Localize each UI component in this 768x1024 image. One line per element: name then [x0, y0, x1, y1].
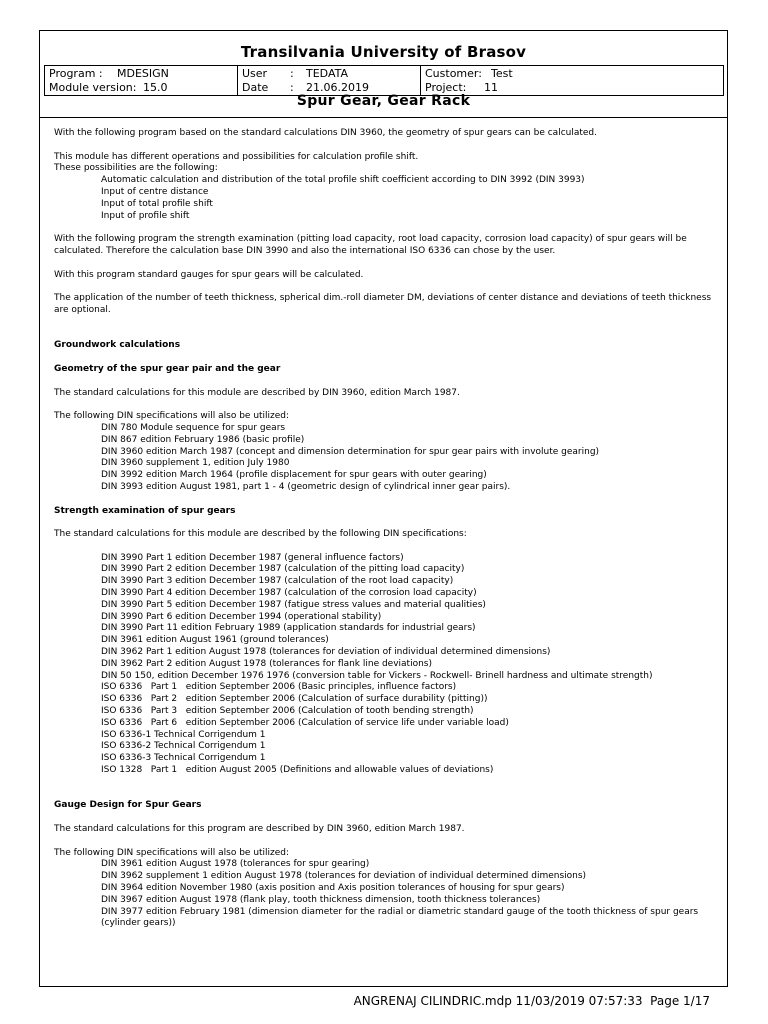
gauge-specs-block	[54, 848, 716, 931]
program-cell	[45, 66, 238, 96]
info-table	[44, 65, 724, 96]
project-value: 11	[484, 81, 498, 94]
strength-spec-item: ISO 6336 Part 2 edition September 2006 (Calculation of surface durability (pitting))	[101, 694, 488, 705]
gauge-spec-item: DIN 3962 supplement 1 edition August 1978 (tolerances for deviation of individual determined dimensions)	[101, 871, 587, 882]
module-title: Spur Gear, Gear Rack	[296, 93, 471, 109]
strength-spec-item: DIN 3990 Part 6 edition December 1994 (operational stability)	[101, 611, 382, 622]
strength-spec-item: DIN 3990 Part 2 edition December 1987 (calculation of the pitting load capacity)	[101, 564, 465, 575]
geometry-spec-item: DIN 867 edition February 1986 (basic profile)	[101, 434, 305, 445]
user-label: User	[242, 67, 268, 80]
strength-spec-item: DIN 3962 Part 1 edition August 1978 (tolerances for deviation of individual determined dimensions)	[101, 647, 551, 658]
geometry-spec-item: DIN 3993 edition August 1981, part 1 - 4 (geometric design of cylindrical inner gear pairs).	[101, 481, 511, 492]
strength-spec-item: ISO 1328 Part 1 edition August 2005 (Definitions and allowable values of deviations)	[101, 765, 494, 776]
intro-paragraph-4: With this program standard gauges for spur gears will be calculated.	[54, 269, 364, 280]
date-label: Date	[242, 81, 269, 94]
intro-paragraph-3: With the following program the strength examination (pitting load capacity, root load capacity, corrosion load capacity) of spur gears will be calculated. Therefore the calculation base DIN 3990 and also the international ISO 6336 can chose by the user.	[54, 234, 687, 256]
groundwork-heading: Groundwork calculations	[54, 340, 181, 351]
project-label: Project:	[425, 81, 467, 94]
gauge-spec-item: DIN 3964 edition November 1980 (axis position and Axis position tolerances of housing for spur gears)	[101, 883, 565, 893]
geometry-specs-block	[54, 411, 716, 494]
strength-spec-item: ISO 6336 Part 6 edition September 2006 (Calculation of service life under variable load)	[101, 717, 509, 728]
strength-spec-item: DIN 3990 Part 3 edition December 1987 (calculation of the root load capacity)	[101, 576, 454, 587]
module-version-label: Module version:	[49, 81, 137, 94]
title-divider	[40, 117, 727, 118]
intro-paragraph-2-line-1: This module has different operations and possibilities for calculation profile shift.	[54, 151, 419, 162]
gauge-heading: Gauge Design for Spur Gears	[54, 800, 202, 811]
strength-spec-item: DIN 3990 Part 11 edition February 1989 (application standards for industrial gears)	[101, 623, 476, 634]
customer-cell	[421, 66, 724, 96]
gauge-spec-item: DIN 3977 edition February 1981 (dimension diameter for the radial or diametric standard gauge of the tooth thickness of spur gears	[101, 906, 699, 917]
strength-spec-item: DIN 3990 Part 1 edition December 1987 (general influence factors)	[101, 552, 404, 563]
gauge-spec-item: (cylinder gears))	[101, 918, 176, 929]
gauge-paragraph-1: The standard calculations for this program are described by DIN 3960, edition March 1987.	[54, 824, 465, 835]
gauge-spec-item: DIN 3961 edition August 1978 (tolerances for spur gearing)	[101, 859, 370, 870]
user-value: TEDATA	[306, 67, 349, 80]
intro-paragraph-1: With the following program based on the standard calculations DIN 3960, the geometry of spur gears can be calculated.	[54, 128, 597, 138]
strength-spec-item: ISO 6336 Part 1 edition September 2006 (Basic principles, influence factors)	[101, 682, 457, 693]
date-value: 21.06.2019	[306, 81, 369, 94]
strength-spec-item: ISO 6336-3 Technical Corrigendum 1	[101, 753, 266, 764]
program-value: MDESIGN	[117, 67, 169, 80]
user-cell	[238, 66, 421, 96]
strength-spec-item: DIN 50 150, edition December 1976 1976 (conversion table for Vickers - Rockwell- Brinell hardness and ultimate strength)	[101, 670, 653, 681]
strength-spec-item: DIN 3990 Part 5 edition December 1987 (fatigue stress values and material qualities)	[101, 599, 486, 610]
strength-heading: Strength examination of spur gears	[54, 505, 236, 516]
user-colon: :	[290, 67, 294, 80]
module-version-value: 15.0	[143, 81, 168, 94]
possibilities-block	[54, 152, 716, 223]
strength-spec-item: DIN 3962 Part 2 edition August 1978 (tolerances for flank line deviations)	[101, 658, 433, 669]
customer-label: Customer:	[425, 67, 482, 80]
document-frame	[39, 30, 728, 987]
geometry-heading: Geometry of the spur gear pair and the gear	[54, 363, 281, 374]
university-title: Transilvania University of Brasov	[240, 43, 527, 61]
strength-specs-block	[54, 553, 716, 777]
geometry-paragraph-1: The standard calculations for this module are described by DIN 3960, edition March 1987.	[54, 387, 460, 398]
document-body	[54, 128, 716, 942]
possibility-item: Input of profile shift	[101, 210, 190, 221]
strength-spec-item: ISO 6336 Part 3 edition September 2006 (Calculation of tooth bending strength)	[101, 706, 474, 717]
page-footer: ANGRENAJ CILINDRIC.mdp 11/03/2019 07:57:33 Page 1/17	[353, 994, 710, 1008]
date-colon: :	[290, 81, 294, 94]
geometry-spec-item: DIN 780 Module sequence for spur gears	[101, 422, 286, 433]
strength-spec-item: DIN 3990 Part 4 edition December 1987 (calculation of the corrosion load capacity)	[101, 588, 477, 599]
intro-paragraph-2-line-2: These possibilities are the following:	[54, 163, 218, 174]
strength-spec-item: ISO 6336-2 Technical Corrigendum 1	[101, 741, 266, 752]
customer-value: Test	[491, 67, 513, 80]
gauge-spec-item: DIN 3967 edition August 1978 (flank play, tooth thickness dimension, tooth thickness tolerances)	[101, 894, 541, 905]
geometry-spec-item: DIN 3992 edition March 1964 (profile displacement for spur gears with outer gearing)	[101, 470, 487, 481]
geometry-spec-item: DIN 3960 supplement 1, edition July 1980	[101, 458, 290, 469]
geometry-spec-item: DIN 3960 edition March 1987 (concept and dimension determination for spur gear pairs with involute gearing)	[101, 446, 600, 457]
program-label: Program :	[49, 67, 103, 80]
gauge-paragraph-2: The following DIN specifications will also be utilized:	[54, 847, 290, 858]
geometry-paragraph-2: The following DIN specifications will also be utilized:	[54, 411, 290, 422]
possibility-item: Input of centre distance	[101, 186, 209, 197]
possibility-item: Input of total profile shift	[101, 198, 213, 209]
strength-spec-item: ISO 6336-1 Technical Corrigendum 1	[101, 729, 266, 740]
intro-paragraph-5: The application of the number of teeth thickness, spherical dim.-roll diameter DM, deviations of center distance and deviations of teeth thickness are optional.	[54, 293, 712, 315]
possibility-item: Automatic calculation and distribution of the total profile shift coefficient according to DIN 3992 (DIN 3993)	[101, 175, 585, 186]
strength-paragraph-1: The standard calculations for this module are described by the following DIN specifications:	[54, 529, 467, 540]
strength-spec-item: DIN 3961 edition August 1961 (ground tolerances)	[101, 635, 329, 646]
